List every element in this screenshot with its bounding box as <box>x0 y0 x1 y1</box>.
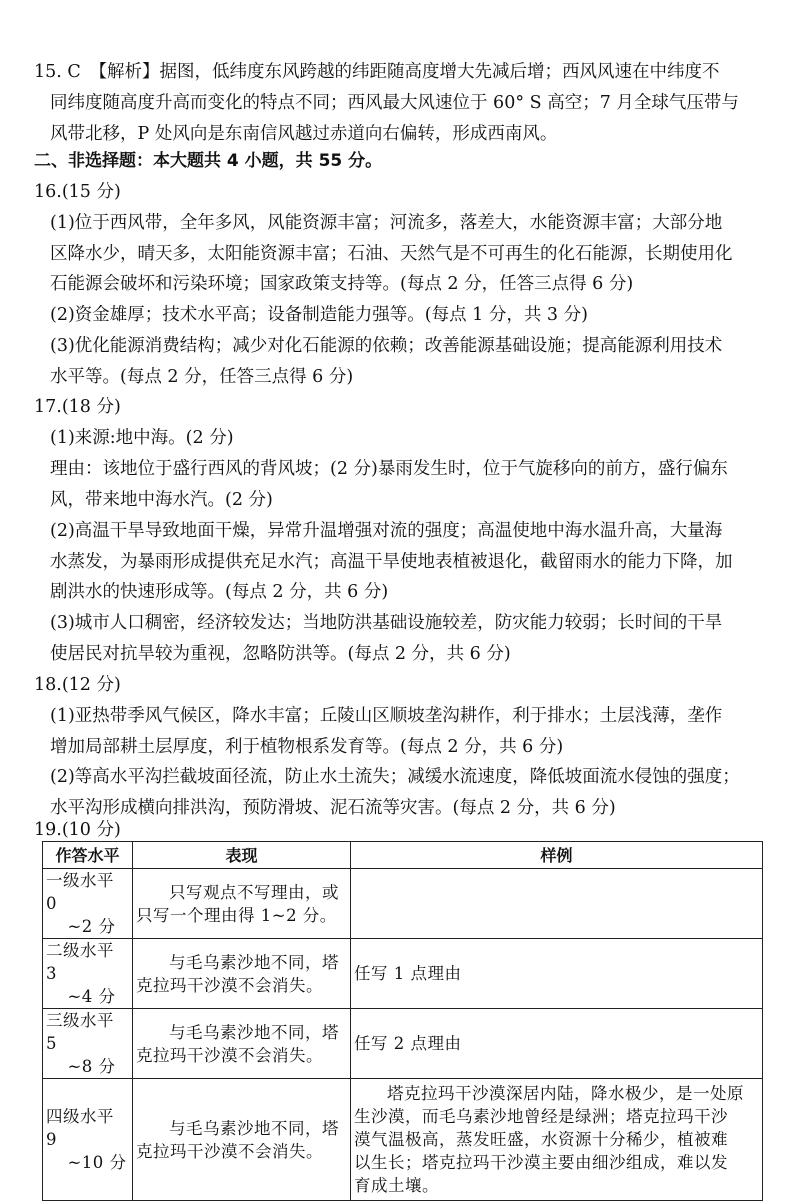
col-header-example: 样例 <box>351 842 763 869</box>
table-row <box>43 939 763 1009</box>
q17-3-line-1: (3)城市人口稠密，经济较发达；当地防洪基础设施较差，防灾能力较弱；长时间的干旱 <box>50 613 723 633</box>
q17-reason-line-1: 理由：该地位于盛行西风的背风坡；(2 分)暴雨发生时，位于气旋移向的前方，盛行偏东 <box>50 459 728 479</box>
rubric-table <box>42 841 763 1201</box>
q16-title: 16.(15 分) <box>34 182 121 202</box>
q16-1-line-1: (1)位于西风带，全年多风，风能资源丰富；河流多，落差大，水能资源丰富；大部分地 <box>50 213 723 233</box>
level-cell: 一级水平 0 ~2 分 <box>43 869 133 939</box>
q19-title: 19.(10 分) <box>34 820 121 840</box>
q15-line-1: 15. C 【解析】据图，低纬度东风跨越的纬距随高度增大先减后增；西风风速在中纬度不 <box>34 62 720 82</box>
example-cell: 塔克拉玛干沙漠深居内陆，降水极少，是一处原 生沙漠，而毛乌素沙地曾经是绿洲；塔克拉玛干沙 漠气温极高，蒸发旺盛，水资源十分稀少，植被难 以生长；塔克拉玛干沙漠主要由细沙组成，难以发 育成土壤。 <box>351 1079 763 1201</box>
level-cell: 二级水平 3 ~4 分 <box>43 939 133 1009</box>
q18-2-line-2: 水平沟形成横向排洪沟，预防滑坡、泥石流等灾害。(每点 2 分，共 6 分) <box>50 798 616 818</box>
example-cell: 任写 2 点理由 <box>351 1009 763 1079</box>
q17-1: (1)来源:地中海。(2 分) <box>50 428 234 448</box>
table-row <box>43 1079 763 1201</box>
level-cell: 三级水平 5 ~8 分 <box>43 1009 133 1079</box>
q17-reason-line-2: 风，带来地中海水汽。(2 分) <box>50 490 273 510</box>
col-header-performance: 表现 <box>133 842 351 869</box>
performance-cell: 与毛乌素沙地不同，塔 克拉玛干沙漠不会消失。 <box>133 939 351 1009</box>
q17-title: 17.(18 分) <box>34 397 121 417</box>
section-heading: 二、非选择题：本大题共 4 小题，共 55 分。 <box>34 151 383 171</box>
q18-1-line-1: (1)亚热带季风气候区，降水丰富；丘陵山区顺坡垄沟耕作，利于排水；土层浅薄，垄作 <box>50 706 723 726</box>
rubric-header-row <box>43 842 763 869</box>
q18-1-line-2: 增加局部耕土层厚度，利于植物根系发育等。(每点 2 分，共 6 分) <box>50 737 564 757</box>
q16-2: (2)资金雄厚；技术水平高；设备制造能力强等。(每点 1 分，共 3 分) <box>50 305 588 325</box>
q15-line-2: 同纬度随高度升高而变化的特点不同；西风最大风速位于 60° S 高空；7 月全球气压带与 <box>50 93 739 113</box>
q17-3-line-2: 使居民对抗旱较为重视，忽略防洪等。(每点 2 分，共 6 分) <box>50 644 511 664</box>
table-row <box>43 1009 763 1079</box>
q18-title: 18.(12 分) <box>34 675 121 695</box>
q16-3-line-1: (3)优化能源消费结构；减少对化石能源的依赖；改善能源基础设施；提高能源利用技术 <box>50 336 723 356</box>
example-cell: 任写 1 点理由 <box>351 939 763 1009</box>
performance-cell: 只写观点不写理由，或 只写一个理由得 1~2 分。 <box>133 869 351 939</box>
q16-1-line-2: 区降水少，晴天多，太阳能资源丰富；石油、天然气是不可再生的化石能源，长期使用化 <box>50 244 733 264</box>
performance-cell: 与毛乌素沙地不同，塔 克拉玛干沙漠不会消失。 <box>133 1009 351 1079</box>
q17-2-line-3: 剧洪水的快速形成等。(每点 2 分，共 6 分) <box>50 582 389 602</box>
q15-line-3: 风带北移，P 处风向是东南信风越过赤道向右偏转，形成西南风。 <box>50 124 558 144</box>
example-cell <box>351 869 763 939</box>
q18-2-line-1: (2)等高水平沟拦截坡面径流，防止水土流失；减缓水流速度，降低坡面流水侵蚀的强度； <box>50 767 740 787</box>
q16-3-line-2: 水平等。(每点 2 分，任答三点得 6 分) <box>50 367 354 387</box>
q16-1-line-3: 石能源会破坏和污染环境；国家政策支持等。(每点 2 分，任答三点得 6 分) <box>50 274 634 294</box>
table-row <box>43 869 763 939</box>
performance-cell: 与毛乌素沙地不同，塔 克拉玛干沙漠不会消失。 <box>133 1079 351 1201</box>
level-cell: 四级水平 9 ~10 分 <box>43 1079 133 1201</box>
q17-2-line-1: (2)高温干旱导致地面干燥，异常升温增强对流的强度；高温使地中海水温升高，大量海 <box>50 521 723 541</box>
q17-2-line-2: 水蒸发，为暴雨形成提供充足水汽；高温干旱使地表植被退化，截留雨水的能力下降，加 <box>50 552 733 572</box>
col-header-level: 作答水平 <box>43 842 133 869</box>
